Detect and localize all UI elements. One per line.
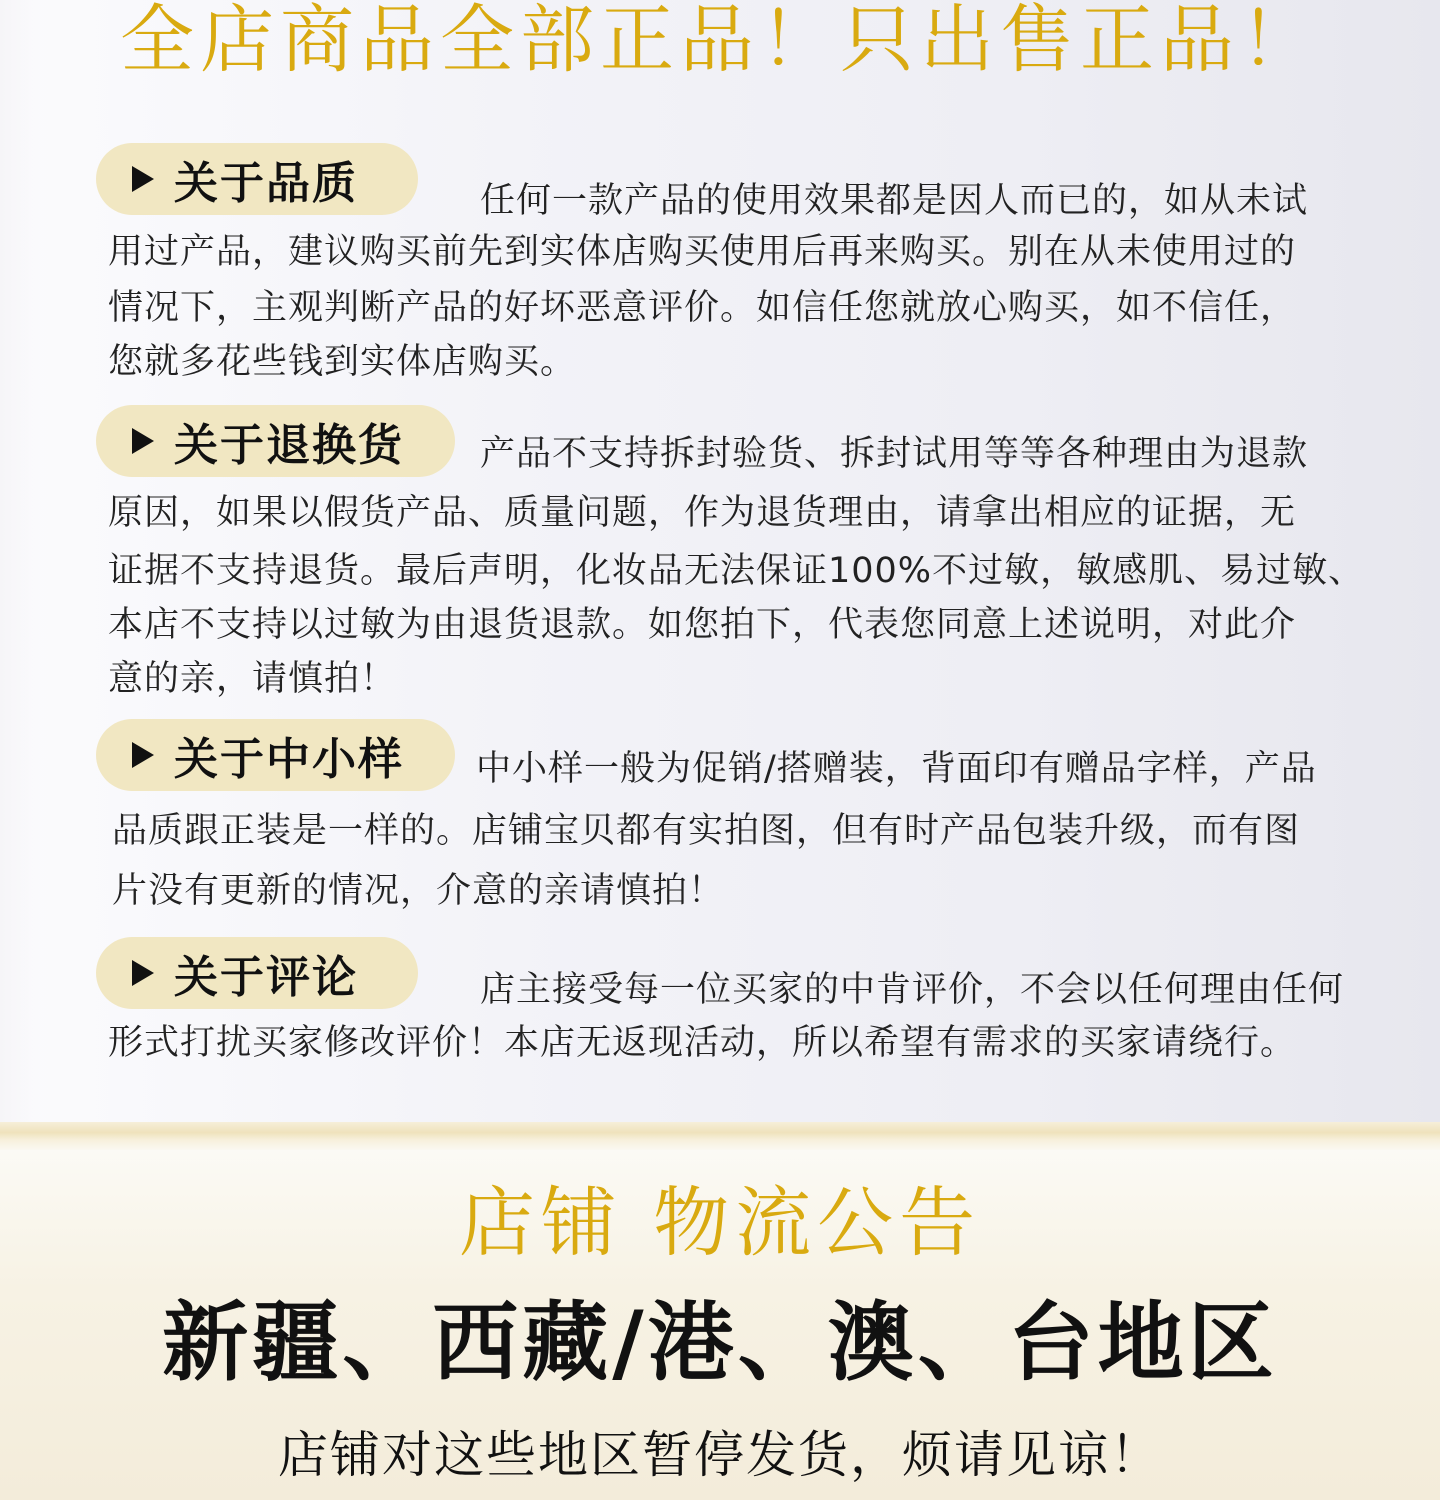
section-samples-title: [96, 719, 455, 791]
section-samples-text-line: 品质跟正装是一样的。店铺宝贝都有实拍图，但有时产品包装升级，而有图: [112, 811, 1301, 851]
section-samples-label: 关于中小样: [174, 734, 404, 785]
section-reviews-text-line: 店主接受每一位买家的中肯评价，不会以任何理由任何: [480, 970, 1345, 1010]
section-returns-label: 关于退换货: [174, 420, 404, 471]
shipping-notice-regions: 新疆、西藏/港、澳、台地区: [162, 1293, 1278, 1393]
section-quality-text-line: 用过产品，建议购买前先到实体店购买使用后再来购买。别在从未使用过的: [108, 232, 1297, 272]
section-samples-text-line: 中小样一般为促销/搭赠装，背面印有赠品字样，产品: [476, 749, 1317, 789]
section-quality-label: 关于品质: [174, 158, 358, 209]
section-reviews-title: [96, 937, 418, 1009]
section-quality-text-line: 任何一款产品的使用效果都是因人而已的，如从未试: [480, 181, 1309, 221]
gold-divider: [0, 1122, 1440, 1152]
section-samples-text-line: 片没有更新的情况，介意的亲请慎拍！: [112, 871, 725, 911]
page-headline: 全店商品全部正品！只出售正品！: [120, 0, 1320, 83]
section-quality-text-line: 您就多花些钱到实体店购买。: [108, 342, 577, 382]
section-returns-text-line: 原因，如果以假货产品、质量问题，作为退货理由，请拿出相应的证据，无: [108, 493, 1297, 533]
play-triangle-icon: [132, 428, 154, 454]
play-triangle-icon: [132, 742, 154, 768]
section-reviews-label: 关于评论: [174, 952, 358, 1003]
section-quality-title: [96, 143, 418, 215]
shipping-notice-title: 店铺 物流公告: [458, 1178, 982, 1267]
section-returns-text-line: 意的亲，请慎拍！: [108, 659, 397, 699]
section-quality-text-line: 情况下，主观判断产品的好坏恶意评价。如信任您就放心购买，如不信任，: [108, 288, 1297, 328]
section-returns-title: [96, 405, 455, 477]
play-triangle-icon: [132, 960, 154, 986]
section-reviews-text-line: 形式打扰买家修改评价！本店无返现活动，所以希望有需求的买家请绕行。: [108, 1023, 1297, 1063]
section-returns-text-line: 证据不支持退货。最后声明，化妆品无法保证100%不过敏，敏感肌、易过敏、: [108, 551, 1365, 591]
section-returns-text-line: 产品不支持拆封验货、拆封试用等等各种理由为退款: [480, 434, 1309, 474]
play-triangle-icon: [132, 166, 154, 192]
shipping-notice-subtitle: 店铺对这些地区暂停发货，烦请见谅！: [278, 1426, 1162, 1484]
section-returns-text-line: 本店不支持以过敏为由退货退款。如您拍下，代表您同意上述说明，对此介: [108, 605, 1297, 645]
